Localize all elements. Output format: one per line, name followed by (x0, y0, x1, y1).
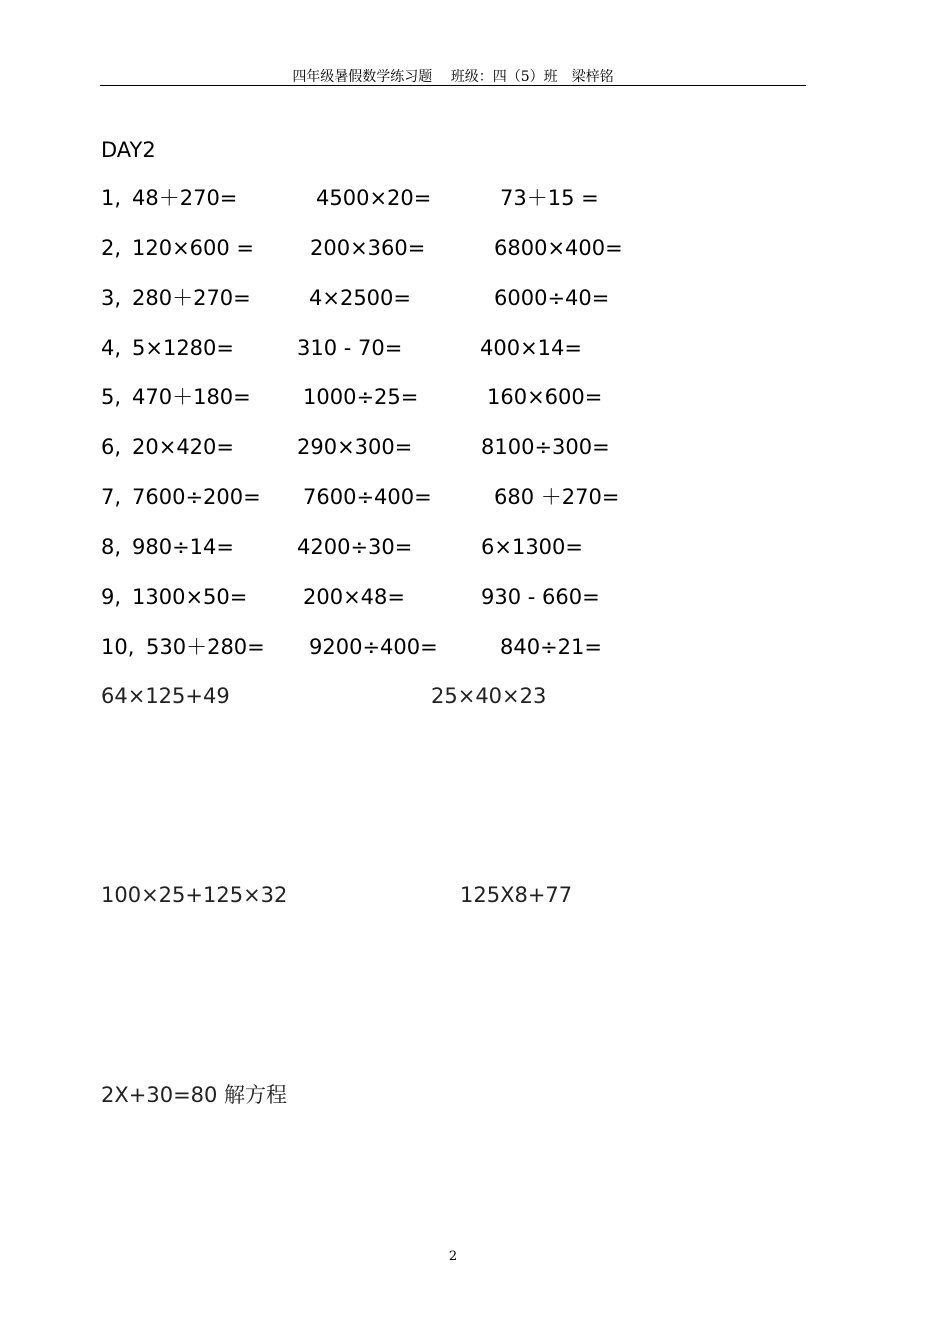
problem-b: 310 - 70= (297, 336, 403, 360)
problem-a: 7600÷200= (132, 485, 261, 509)
problem-b: 4500×20= (316, 186, 432, 210)
problem-c: 6800×400= (494, 236, 623, 260)
problem-b: 290×300= (297, 435, 413, 459)
problem-number: 2, (101, 236, 122, 260)
problem-b: 4200÷30= (297, 535, 413, 559)
problem-a: 20×420= (132, 435, 234, 459)
problem-number: 10, (101, 635, 135, 659)
problem-c: 400×14= (480, 336, 582, 360)
problem-number: 6, (101, 435, 122, 459)
problem-c: 840÷21= (500, 635, 602, 659)
expression-problem: 64×125+49 (101, 684, 230, 708)
problem-c: 6000÷40= (494, 286, 610, 310)
problem-number: 9, (101, 585, 122, 609)
problem-number: 8, (101, 535, 122, 559)
problem-number: 5, (101, 385, 122, 409)
expression-problem: 25×40×23 (431, 684, 547, 708)
day-title: DAY2 (101, 138, 156, 162)
problem-a: 120×600 = (132, 236, 255, 260)
equation-problem: 2X+30=80 解方程 (101, 1083, 288, 1107)
problem-number: 4, (101, 336, 122, 360)
problem-c: 680 ＋270= (494, 485, 620, 509)
problem-b: 200×360= (310, 236, 426, 260)
problem-number: 3, (101, 286, 122, 310)
problem-b: 200×48= (303, 585, 405, 609)
expression-problem: 125X8+77 (460, 883, 573, 907)
page-number: 2 (448, 1249, 458, 1264)
problem-a: 280＋270= (132, 286, 251, 310)
problem-b: 1000÷25= (303, 385, 419, 409)
problem-number: 1, (101, 186, 122, 210)
problem-a: 48＋270= (132, 186, 238, 210)
expression-problem: 100×25+125×32 (101, 883, 288, 907)
problem-c: 8100÷300= (481, 435, 610, 459)
page-header: 四年级暑假数学练习题 班级：四（5）班 梁梓铭 (292, 69, 614, 85)
problem-c: 73＋15 = (500, 186, 599, 210)
problem-a: 530＋280= (146, 635, 265, 659)
problem-b: 7600÷400= (303, 485, 432, 509)
problem-c: 6×1300= (481, 535, 583, 559)
problem-a: 980÷14= (132, 535, 234, 559)
problem-c: 930 - 660= (481, 585, 600, 609)
problem-b: 9200÷400= (309, 635, 438, 659)
problem-number: 7, (101, 485, 122, 509)
problem-a: 470＋180= (132, 385, 251, 409)
problem-a: 1300×50= (132, 585, 248, 609)
problem-c: 160×600= (487, 385, 603, 409)
problem-a: 5×1280= (132, 336, 234, 360)
header-rule (100, 85, 806, 86)
problem-b: 4×2500= (309, 286, 411, 310)
